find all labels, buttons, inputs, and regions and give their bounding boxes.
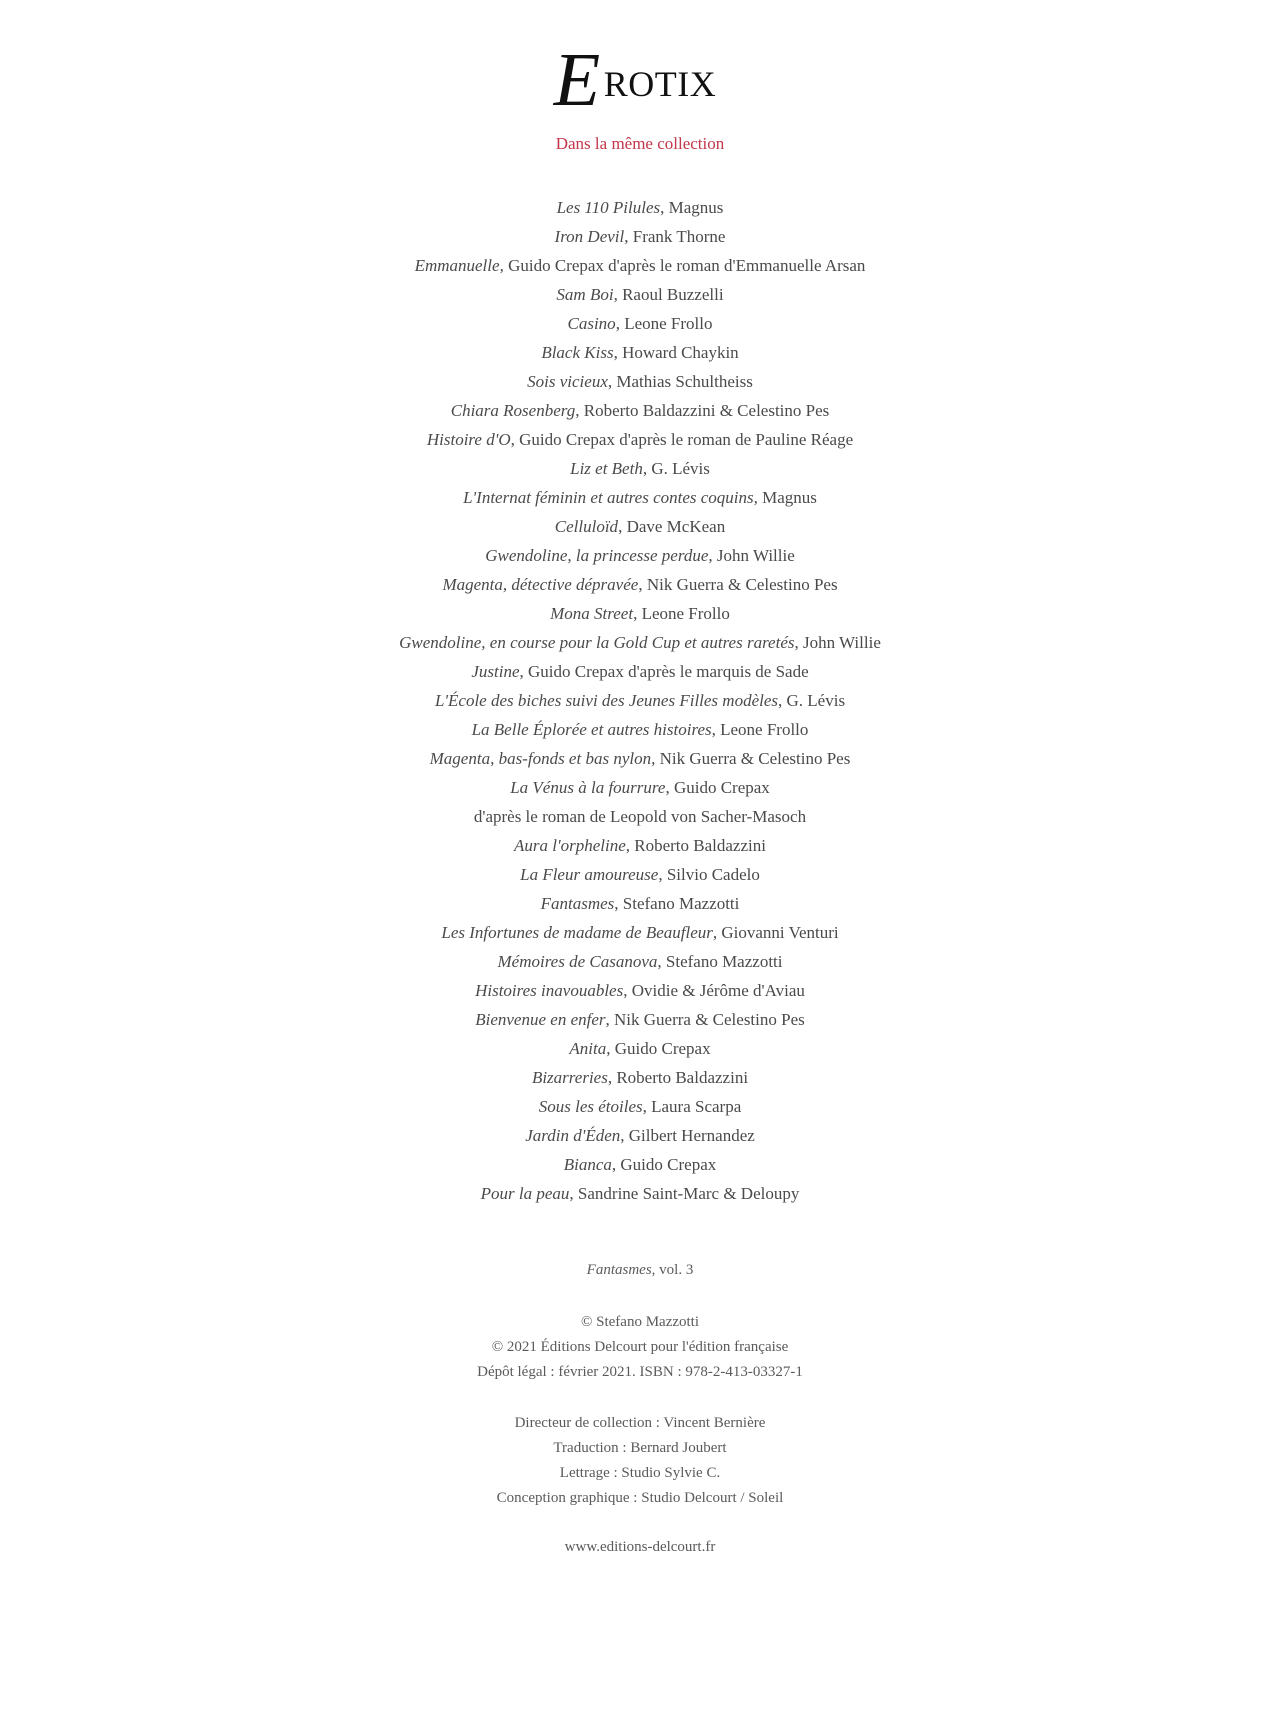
catalog-item-title: Casino [567, 314, 616, 333]
collection-heading: Dans la même collection [555, 134, 725, 153]
catalog-item-title: Magenta, détective dépravée [442, 575, 639, 594]
catalog-item-title: Black Kiss [541, 343, 614, 362]
catalog-item-author: Nik Guerra & Celestino Pes [614, 1010, 805, 1029]
catalog-item-author: Guido Crepax d'après le marquis de Sade [528, 662, 809, 681]
catalog-item: L'Internat féminin et autres contes coquins, Magnus [463, 488, 817, 507]
catalog-item: Gwendoline, la princesse perdue, John Willie [485, 546, 795, 565]
catalog-item-title: Jardin d'Éden [525, 1126, 621, 1145]
catalog-item-title: Sam Boi [556, 285, 614, 304]
catalog-item-title: Sois vicieux [527, 372, 608, 391]
catalog-item-title: Chiara Rosenberg [450, 401, 576, 420]
catalog-item-title: Gwendoline, en course pour la Gold Cup et autres raretés [399, 633, 795, 652]
catalog-item-author: John Willie [803, 633, 881, 652]
catalog-item: Sois vicieux, Mathias Schultheiss [527, 372, 753, 391]
catalog-item-author: Gilbert Hernandez [628, 1126, 755, 1145]
catalog-item-author: Mathias Schultheiss [616, 372, 753, 391]
catalog-item-title: Mémoires de Casanova [497, 952, 658, 971]
catalog-item-author: Ovidie & Jérôme d'Aviau [631, 981, 805, 1000]
catalog-item: Sam Boi, Raoul Buzzelli [556, 285, 724, 304]
catalog-item-title: La Belle Éplorée et autres histoires [471, 720, 712, 739]
catalog-item-author: Giovanni Venturi [721, 923, 839, 942]
credit-translation: Traduction : Bernard Joubert [553, 1440, 727, 1456]
catalog-item-title: Aura l'orpheline [514, 836, 626, 855]
catalog-item: Aura l'orpheline, Roberto Baldazzini [514, 836, 766, 855]
catalog-item-author: John Willie [716, 546, 795, 565]
catalog-item-author: Laura Scarpa [651, 1097, 742, 1116]
volume-title: Fantasmes [586, 1262, 652, 1278]
catalog-item: Casino, Leone Frollo [567, 314, 713, 333]
catalog-item [0, 802, 1280, 831]
catalog-item-author: Howard Chaykin [622, 343, 739, 362]
catalog-item-title: Histoire d'O [426, 430, 511, 449]
logo-initial: E [553, 38, 601, 122]
catalog-item-title: Sous les étoiles [538, 1097, 643, 1116]
catalog-item-author: Leone Frollo [624, 314, 713, 333]
catalog-item-author: Guido Crepax [620, 1155, 717, 1174]
catalog-item-author: Magnus [668, 198, 724, 217]
publisher-website: www.editions-delcourt.fr [564, 1539, 716, 1555]
catalog-item-title: Gwendoline, la princesse perdue [485, 546, 709, 565]
catalog-item-author: Nik Guerra & Celestino Pes [646, 575, 838, 594]
catalog-item-author: Nik Guerra & Celestino Pes [659, 749, 851, 768]
catalog-item-author: Stefano Mazzotti [665, 952, 783, 971]
catalog-item-title: Bienvenue en enfer [475, 1010, 606, 1029]
catalog-item: Magenta, bas-fonds et bas nylon, Nik Guerra & Celestino Pes [429, 749, 851, 768]
catalog-item-author: d'après le roman de Leopold von Sacher-Masoch [473, 807, 807, 826]
catalog-item-author: Guido Crepax [673, 778, 770, 797]
copyright-block [0, 1310, 1280, 1385]
catalog-item: Iron Devil, Frank Thorne [554, 227, 726, 246]
credits-block [0, 1411, 1280, 1511]
erotix-logo [0, 38, 1280, 128]
catalog-item: La Belle Éplorée et autres histoires, Leone Frollo [471, 720, 809, 739]
catalog-item: Celluloïd, Dave McKean [554, 517, 726, 536]
catalog-item: Magenta, détective dépravée, Nik Guerra & Celestino Pes [442, 575, 838, 594]
catalog-item: Mona Street, Leone Frollo [550, 604, 730, 623]
catalog-item-author: Sandrine Saint-Marc & Deloupy [577, 1184, 800, 1203]
volume-line [0, 1262, 1280, 1279]
catalog-item: Pour la peau, Sandrine Saint-Marc & Deloupy [480, 1184, 800, 1203]
credit-design: Conception graphique : Studio Delcourt / Soleil [496, 1490, 784, 1506]
catalog-item-title: Bizarreries [531, 1068, 608, 1087]
catalog-item: Gwendoline, en course pour la Gold Cup et autres raretés, John Willie [399, 633, 881, 652]
catalog-item-author: Leone Frollo [720, 720, 809, 739]
catalog-item-author: Raoul Buzzelli [622, 285, 724, 304]
catalog-item-author: Guido Crepax d'après le roman d'Emmanuelle Arsan [508, 256, 866, 275]
catalog-item-title: L'École des biches suivi des Jeunes Filles modèles [434, 691, 779, 710]
catalog-item: Les Infortunes de madame de Beaufleur, Giovanni Venturi [441, 923, 839, 942]
catalog-item-title: Liz et Beth [570, 459, 643, 478]
catalog-item-title: Bianca [563, 1155, 612, 1174]
collection-list [0, 193, 1280, 1208]
catalog-item: Les 110 Pilules, Magnus [556, 198, 724, 217]
catalog-item-author: Roberto Baldazzini [616, 1068, 749, 1087]
catalog-item: Bizarreries, Roberto Baldazzini [531, 1068, 749, 1087]
catalog-item: Jardin d'Éden, Gilbert Hernandez [525, 1126, 755, 1145]
catalog-item-author: Magnus [762, 488, 817, 507]
credit-lettering: Lettrage : Studio Sylvie C. [559, 1465, 721, 1481]
catalog-item: La Vénus à la fourrure, Guido Crepax [510, 778, 770, 797]
credit-director: Directeur de collection : Vincent Bernière [514, 1415, 766, 1431]
catalog-item-title: Les 110 Pilules [556, 198, 661, 217]
catalog-item-author: Guido Crepax d'après le roman de Pauline Réage [519, 430, 854, 449]
catalog-item-author: Dave McKean [626, 517, 726, 536]
catalog-item: Liz et Beth, G. Lévis [570, 459, 710, 478]
catalog-item-title: Anita [569, 1039, 607, 1058]
catalog-item-title: Pour la peau [480, 1184, 570, 1203]
catalog-item: Justine, Guido Crepax d'après le marquis de Sade [471, 662, 809, 681]
catalog-item-author: G. Lévis [651, 459, 710, 478]
catalog-item-author: Guido Crepax [614, 1039, 711, 1058]
catalog-item: Bienvenue en enfer, Nik Guerra & Celestino Pes [475, 1010, 805, 1029]
catalog-item-title: Iron Devil [554, 227, 625, 246]
catalog-item-author: Silvio Cadelo [666, 865, 760, 884]
catalog-item: Black Kiss, Howard Chaykin [541, 343, 739, 362]
catalog-item-title: Fantasmes [540, 894, 615, 913]
catalog-item: Histoires inavouables, Ovidie & Jérôme d'Aviau [475, 981, 805, 1000]
volume-number: , vol. 3 [651, 1262, 694, 1278]
catalog-item: Mémoires de Casanova, Stefano Mazzotti [497, 952, 783, 971]
catalog-item-author: Frank Thorne [632, 227, 726, 246]
catalog-item: L'École des biches suivi des Jeunes Filles modèles, G. Lévis [434, 691, 846, 710]
catalog-item-title: Celluloïd [554, 517, 619, 536]
catalog-item-title: Justine [471, 662, 520, 681]
catalog-item: Bianca, Guido Crepax [563, 1155, 717, 1174]
catalog-item-title: Mona Street [550, 604, 634, 623]
catalog-item: Emmanuelle, Guido Crepax d'après le roman d'Emmanuelle Arsan [414, 256, 866, 275]
copyright-author: © Stefano Mazzotti [580, 1314, 700, 1330]
catalog-item-title: La Fleur amoureuse [520, 865, 659, 884]
catalog-item-title: Les Infortunes de madame de Beaufleur [441, 923, 713, 942]
catalog-item-author: G. Lévis [786, 691, 846, 710]
catalog-item-title: L'Internat féminin et autres contes coquins [463, 488, 754, 507]
logo-wordmark [553, 38, 717, 128]
catalog-item-author: Leone Frollo [641, 604, 730, 623]
catalog-item-author: Roberto Baldazzini [634, 836, 766, 855]
catalog-item-title: Histoires inavouables [475, 981, 624, 1000]
copyright-publisher: © 2021 Éditions Delcourt pour l'édition française [491, 1339, 789, 1355]
legal-deposit: Dépôt légal : février 2021. ISBN : 978-2-413-03327-1 [477, 1364, 803, 1380]
catalog-item: Anita, Guido Crepax [569, 1039, 711, 1058]
catalog-item-author: Roberto Baldazzini & Celestino Pes [583, 401, 830, 420]
catalog-item-author: Stefano Mazzotti [622, 894, 740, 913]
catalog-item: La Fleur amoureuse, Silvio Cadelo [520, 865, 760, 884]
catalog-item: Histoire d'O, Guido Crepax d'après le roman de Pauline Réage [426, 430, 854, 449]
catalog-item: Sous les étoiles, Laura Scarpa [538, 1097, 742, 1116]
catalog-item: Fantasmes, Stefano Mazzotti [540, 894, 740, 913]
catalog-item: Chiara Rosenberg, Roberto Baldazzini & Celestino Pes [450, 401, 830, 420]
catalog-item-title: La Vénus à la fourrure [510, 778, 666, 797]
catalog-item-title: Magenta, bas-fonds et bas nylon [429, 749, 652, 768]
logo-text: ROTIX [603, 64, 717, 104]
catalog-item-title: Emmanuelle [414, 256, 500, 275]
